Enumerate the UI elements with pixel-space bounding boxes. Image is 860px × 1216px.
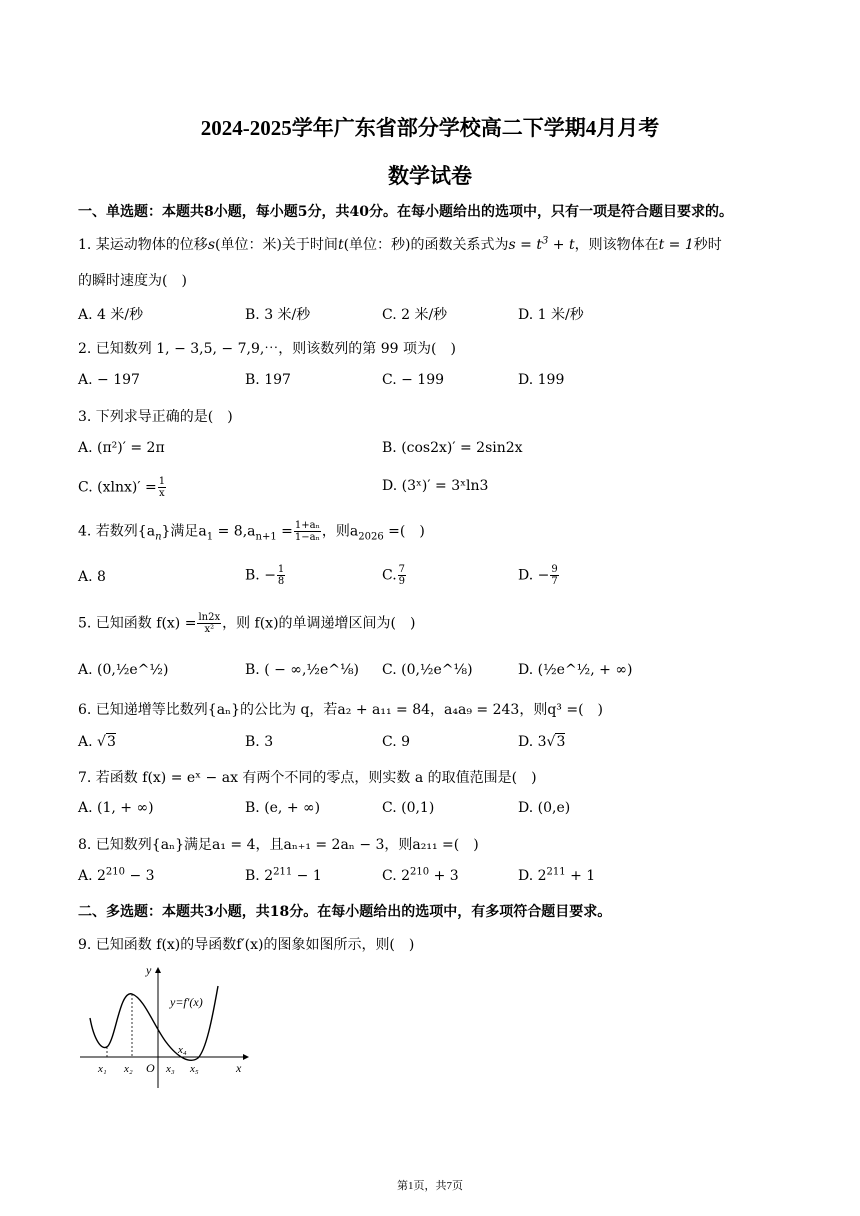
q5-option-b: B. ( − ∞,½e^⅛) — [245, 662, 360, 678]
q5-stem: 5. 已知函数 f(x) = $\frac{\ln 2x}{\text{x²}}$ ，则 f(x)的单调递增区间为( ) — [78, 612, 416, 635]
q7-option-a: A. (1, + ∞) — [78, 800, 154, 816]
q4-option-b: B. − $\frac{1}{8}$ — [245, 564, 285, 587]
q4-option-c: C. $\frac{7}{9}$ — [382, 564, 406, 587]
tick-x5: x₅ — [190, 1063, 199, 1075]
q4-option-d: D. − $\frac{9}{7}$ — [518, 564, 558, 587]
page-footer: 第1页，共7页 — [397, 1180, 463, 1192]
q4-option-a: A. 8 — [78, 569, 106, 585]
q2-stem: 2. 已知数列 1, − 3,5, − 7,9,⋯，则该数列的第 99 项为( ) — [78, 341, 456, 357]
tick-x4: x₄ — [178, 1044, 187, 1056]
q7-stem: 7. 若函数 f(x) = eˣ − ax 有两个不同的零点，则实数 a 的取值范围是( ) — [78, 770, 537, 786]
q5-option-a: A. (0,½e^½) — [78, 662, 169, 678]
q1-option-a: A. 4 米/秒 — [78, 307, 144, 323]
curve-label: y=f′(x) — [170, 995, 203, 1009]
q8-option-d: D. $2^{211} + 1$ — [518, 866, 596, 884]
derivative-graph — [78, 960, 258, 1090]
q6-option-b: B. 3 — [245, 734, 274, 750]
q8-option-c: C. $2^{210} + 3$ — [382, 866, 459, 884]
q4-stem: 4. 若数列$\{a_n\}$满足$a_1 = 8,a_{n+1}$ = $\frac{\text{1+aₙ}}{\text{1−aₙ}}$ ，则$a_{2026}$ =( ) — [78, 520, 425, 543]
q2-option-a: A. − 197 — [78, 372, 140, 388]
q3-option-a: A. (π²)′ = 2π — [78, 440, 165, 456]
q9-stem: 9. 已知函数 f(x)的导函数f′(x)的图象如图所示，则( ) — [78, 937, 415, 953]
q7-option-c: C. (0,1) — [382, 800, 435, 816]
q8-option-a: A. $2^{210} - 3$ — [78, 866, 155, 884]
tick-x1: x₁ — [98, 1063, 107, 1075]
q5-option-c: C. (0,½e^⅛) — [382, 662, 473, 678]
q6-option-c: C. 9 — [382, 734, 411, 750]
q8-option-b: B. $2^{211} - 1$ — [245, 866, 322, 884]
q6-option-a: A. √3 — [78, 734, 116, 750]
q3-option-c: C. (xlnx)′ = $\frac{1}{x}$ — [78, 476, 166, 499]
x-axis-label: x — [236, 1061, 242, 1075]
tick-x2: x₂ — [124, 1063, 133, 1075]
exam-title: 2024-2025学年广东省部分学校高二下学期4月月考 — [200, 116, 660, 140]
q3-stem: 3. 下列求导正确的是( ) — [78, 409, 233, 425]
q7-option-b: B. (e, + ∞) — [245, 800, 321, 816]
tick-x3: x₃ — [166, 1063, 175, 1075]
q6-stem: 6. 已知递增等比数列{aₙ}的公比为 q，若a₂ + a₁₁ = 84，a₄a₉ = 243，则q³ =( ) — [78, 702, 603, 718]
q1-stem-line2: 的瞬时速度为( ) — [78, 273, 187, 289]
q3-option-d: D. (3ˣ)′ = 3ˣln3 — [382, 478, 489, 494]
q1-option-c: C. 2 米/秒 — [382, 307, 448, 323]
q8-stem: 8. 已知数列{aₙ}满足a₁ = 4，且aₙ₊₁ = 2aₙ − 3，则a₂₁₁ =( ) — [78, 837, 479, 853]
q2-option-b: B. 197 — [245, 372, 291, 388]
section-single-choice: 一、单选题：本题共8小题，每小题5分，共40分。在每小题给出的选项中，只有一项是符合题目要求的。 — [78, 204, 733, 220]
q7-option-d: D. (0,e) — [518, 800, 571, 816]
section-multi-choice: 二、多选题：本题共3小题，共18分。在每小题给出的选项中，有多项符合题目要求。 — [78, 904, 612, 920]
q5-option-d: D. (½e^½, + ∞) — [518, 662, 633, 678]
y-axis-label: y — [146, 963, 152, 977]
q6-option-d: D. 3√3 — [518, 734, 566, 750]
q2-option-d: D. 199 — [518, 372, 565, 388]
q1-option-b: B. 3 米/秒 — [245, 307, 311, 323]
q1-stem: 1. 某运动物体的位移s(单位：米)关于时间t(单位：秒)的函数关系式为$s = t^3 + t$，则该物体在t = 1秒时 — [78, 235, 722, 253]
q1-option-d: D. 1 米/秒 — [518, 307, 584, 323]
q2-option-c: C. − 199 — [382, 372, 445, 388]
origin-label: O — [146, 1061, 155, 1075]
q3-option-b: B. (cos2x)′ = 2sin2x — [382, 440, 523, 456]
exam-subtitle: 数学试卷 — [388, 164, 472, 188]
